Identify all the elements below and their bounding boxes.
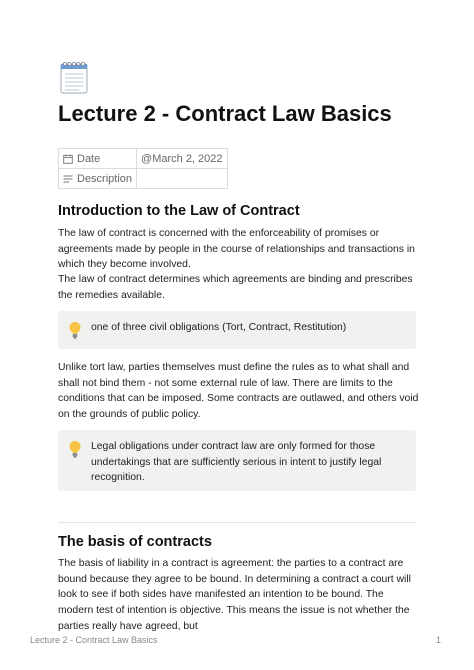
properties-table (58, 148, 228, 189)
paragraph: The basis of liability in a contract is agreement: the parties to a contract are bound because they agree to be bound. In determining a contract a court will look to see if both sides have manifested an intention to be bound. The modern test of intention is objective. This means the issue is not whether the parties really have agreed, but (58, 558, 411, 632)
footer-page-number: 1 (436, 635, 442, 645)
lightbulb-icon (68, 321, 82, 339)
text-lines-icon (63, 174, 73, 184)
divider (58, 522, 416, 523)
property-key: Description (59, 169, 137, 189)
property-key: Date (59, 149, 137, 169)
paragraph: The law of contract is concerned with the enforceability of promises or agreements made by people in the course of relationships and transactions in which they become involved. (58, 228, 415, 271)
spiral-notepad-icon (59, 60, 89, 94)
footer-title: Lecture 2 - Contract Law Basics (30, 635, 158, 645)
property-value[interactable] (137, 169, 228, 189)
paragraph: The law of contract determines which agreements are binding and prescribes the remedies available. (58, 274, 413, 301)
page-title: Lecture 2 - Contract Law Basics (58, 101, 392, 126)
callout-box (58, 430, 416, 491)
lightbulb-icon (68, 440, 82, 458)
section-heading: Introduction to the Law of Contract (58, 203, 300, 219)
property-row-date (59, 149, 228, 169)
callout-box (58, 311, 416, 349)
property-row-description (59, 169, 228, 189)
callout-text: one of three civil obligations (Tort, Contract, Restitution) (91, 322, 347, 333)
paragraph: Unlike tort law, parties themselves must define the rules as to what shall and shall not bind them - not some external rule of law. There are limits to the conditions that can be imposed. Some contracts are outlawed, and others void on the grounds of public policy. (58, 362, 419, 421)
calendar-icon (63, 154, 73, 164)
property-value[interactable]: @March 2, 2022 (137, 149, 228, 169)
section-heading: The basis of contracts (58, 534, 212, 550)
callout-text: Legal obligations under contract law are only formed for those undertakings that are sufficiently serious in intent to justify legal recognition. (91, 441, 382, 484)
